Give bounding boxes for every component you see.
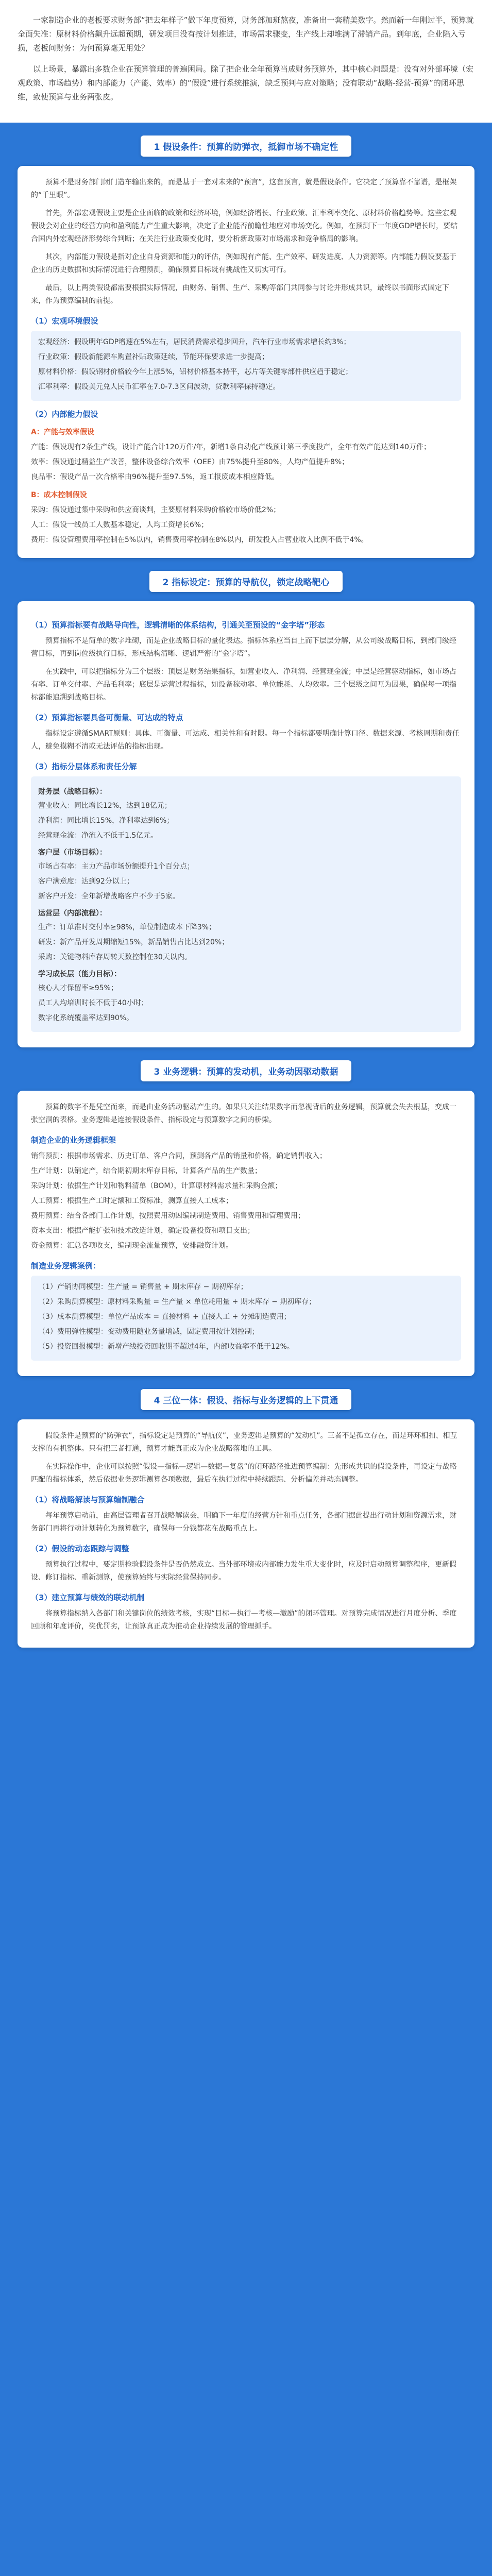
subsection-title: 制造业务逻辑案例： [31, 1261, 101, 1270]
section-integration [0, 1385, 492, 1648]
paragraph: 预算执行过程中，要定期检验假设条件是否仍然成立。当外部环境或内部能力发生重大变化时，应及时启动预算调整程序，更新假设、修订指标、重新测算，使预算始终与实际经营保持同步。 [31, 1561, 456, 1582]
subsection-title: （1）预算指标要有战略导向性，逻辑清晰的体系结构，引通关至预设的“金字塔”形态 [31, 620, 325, 630]
section-indicators [0, 567, 492, 1047]
paragraph: 将预算指标纳入各部门和关键岗位的绩效考核，实现“目标—执行—考核—激励”的闭环管理。对预算完成情况进行月度分析、季度回顾和年度评价，奖优罚劣，让预算真正成为推动企业持续发展的管理抓手。 [31, 1609, 457, 1631]
list-item: 资金预算：汇总各项收支，编制现金流量预算，安排融资计划。 [31, 1242, 233, 1250]
subsection-title: （1）将战略解读与预算编制融合 [31, 1495, 145, 1504]
section-assumptions [0, 132, 492, 558]
intro-section [0, 0, 492, 123]
list-item: 人工：假设一线员工人数基本稳定，人均工资增长6%； [31, 521, 209, 529]
paragraph: 其次，内部能力假设是指对企业自身资源和能力的评估，例如现有产能、生产效率、研发进度、人力资源等。内部能力假设要基于企业的历史数据和实际情况进行合理预测，确保预算目标既有挑战性又切实可行。 [31, 253, 456, 274]
list-item: 销售预测：根据市场需求、历史订单、客户合同，预测各产品的销量和价格，确定销售收入； [31, 1152, 327, 1160]
list-item: 费用预算：结合各部门工作计划，按照费用动因编制制造费用、销售费用和管理费用； [31, 1212, 305, 1220]
section-title: 3 业务逻辑：预算的发动机，业务动因驱动数据 [141, 1060, 352, 1081]
list-item: 经营现金流：净流入不低于1.5亿元。 [38, 832, 158, 840]
list-item: 宏观经济：假设明年GDP增速在5%左右，居民消费需求稳步回升，汽车行业市场需求增长约3%； [38, 338, 351, 346]
list-item: 汇率利率：假设美元兑人民币汇率在7.0-7.3区间波动，贷款利率保持稳定。 [38, 383, 280, 391]
content-card [18, 166, 474, 558]
subsection-title: （2）预算指标要具备可衡量、可达成的特点 [31, 713, 183, 722]
minor-title: A：产能与效率假设 [31, 428, 94, 436]
content-card [18, 1419, 474, 1648]
list-item: 费用：假设管理费用率控制在5%以内，销售费用率控制在8%以内，研发投入占营业收入比例不低于4%。 [31, 536, 368, 544]
group-head: 财务层（战略目标）： [38, 788, 107, 796]
intro-paragraph: 以上场景，暴露出多数企业在预算管理的普遍困局。除了把企业全年预算当成财务预算外，其中核心问题是：没有对外部环境（宏观政策、市场趋势）和内部能力（产能、效率）的“假设”进行系统推演，缺乏预判与应对策略；没有联动“战略-经营-预算”的闭环思维，致使预算与业务两张皮。 [18, 64, 474, 101]
content-card [18, 601, 474, 1047]
section-title: 4 三位一体：假设、指标与业务逻辑的上下贯通 [141, 1389, 352, 1410]
subsection-title: （3）指标分层体系和责任分解 [31, 762, 137, 771]
indicator-box [31, 776, 461, 1032]
list-item: （4）费用弹性模型：变动费用随业务量增减，固定费用按计划控制； [38, 1328, 259, 1336]
section-title: 1 假设条件：预算的防弹衣，抵御市场不确定性 [141, 135, 352, 157]
paragraph: 预算指标不是简单的数字堆砌，而是企业战略目标的量化表达。指标体系应当自上而下层层分解，从公司级战略目标，到部门级经营目标，再到岗位级执行目标，形成结构清晰、逻辑严密的“金字塔”。 [31, 637, 456, 658]
minor-title: B：成本控制假设 [31, 491, 87, 499]
paragraph: 指标设定遵循SMART原则：具体、可衡量、可达成、相关性和有时限。每一个指标都要明确计算口径、数据来源、考核周期和责任人，避免模糊不清或无法评估的指标出现。 [31, 730, 460, 751]
list-item: 核心人才保留率≥95%； [38, 984, 118, 992]
list-item: 员工人均培训时长不低于40小时； [38, 999, 148, 1007]
list-item: 采购：关键物料库存周转天数控制在30天以内。 [38, 953, 192, 961]
section-business-logic [0, 1057, 492, 1376]
list-item: 净利润：同比增长15%，净利率达到6%； [38, 817, 174, 825]
list-item: 效率：假设通过精益生产改善，整体设备综合效率（OEE）由75%提升至80%，人均产值提升8%； [31, 458, 349, 466]
list-item: 产能：假设现有2条生产线，设计产能合计120万件/年，新增1条自动化产线预计第三季度投产，全年有效产能达到140万件； [31, 443, 431, 451]
subsection-title: （2）假设的动态跟踪与调整 [31, 1544, 129, 1553]
subsection-title: （3）建立预算与绩效的联动机制 [31, 1593, 145, 1602]
list-item: 客户满意度：达到92分以上； [38, 877, 134, 886]
subsection-title: （1）宏观环境假设 [31, 316, 98, 326]
paragraph: 预算的数字不是凭空而来，而是由业务活动驱动产生的。如果只关注结果数字而忽视背后的业务逻辑，预算就会失去根基，变成一张空洞的表格。业务逻辑是连接假设条件、指标设定与预算数字之间的桥梁。 [31, 1103, 456, 1124]
list-item: 良品率：假设产品一次合格率由96%提升至97.5%，返工报废成本相应降低。 [31, 473, 279, 481]
list-item: （1）产销协同模型：生产量 = 销售量 + 期末库存 − 期初库存； [38, 1283, 248, 1291]
list-item: （5）投资回报模型：新增产线投资回收期不超过4年，内部收益率不低于12%。 [38, 1343, 294, 1351]
group-head: 运营层（内部流程）： [38, 909, 107, 918]
list-item: 营业收入：同比增长12%，达到18亿元； [38, 802, 172, 810]
list-item: 资本支出：根据产能扩张和技术改造计划，确定设备投资和项目支出； [31, 1227, 255, 1235]
case-box [31, 1276, 461, 1361]
list-item: （2）采购测算模型：原材料采购量 = 生产量 × 单位耗用量 + 期末库存 − 期初库存； [38, 1298, 316, 1306]
paragraph: 最后，以上两类假设都需要根据实际情况，由财务、销售、生产、采购等部门共同参与讨论并形成共识，最终以书面形式固定下来，作为预算编制的前提。 [31, 284, 449, 305]
list-item: 新客户开发：全年新增战略客户不少于5家。 [38, 892, 180, 901]
list-item: 研发：新产品开发周期缩短15%，新品销售占比达到20%； [38, 938, 229, 946]
subsection-title: （2）内部能力假设 [31, 410, 98, 419]
paragraph: 在实践中，可以把指标分为三个层级：顶层是财务结果指标，如营业收入、净利润、经营现金流；中层是经营驱动指标，如市场占有率、订单交付率、产品毛利率；底层是运营过程指标，如设备稼动率、单位能耗、人均效率。三个层级之间互为因果，确保每一项指标都能追溯到战略目标。 [31, 668, 456, 702]
list-item: 市场占有率：主力产品市场份额提升1个百分点； [38, 862, 194, 871]
intro-paragraph: 一家制造企业的老板要求财务部“把去年样子”做下年度预算，财务部加班熬夜，准备出一套精美数字。然而新一年刚过半，预算就全面失准：原材料价格飙升远超预期，研发项目没有按计划推进，市场需求骤变，生产线上却堆满了滞销产品。到年底，企业陷入亏损，老板问财务：为何预算毫无用处？ [18, 15, 474, 53]
highlight-box [31, 331, 461, 401]
paragraph: 首先，外部宏观假设主要是企业面临的政策和经济环境，例如经济增长、行业政策、汇率利率变化、原材料价格趋势等。这些宏观假设会对企业的经营方向和盈利能力产生重大影响，决定了企业能否前瞻性地应对市场变化。例如，在预测下一年度GDP增长时，要结合国内外宏观经济形势综合判断；在关注行业政策变化时，要分析新政策对市场需求和竞争格局的影响。 [31, 209, 458, 243]
paragraph: 预算不是财务部门闭门造车输出来的，而是基于一套对未来的“预言”，这套预言，就是假设条件。它决定了预算靠不靠谱，是框架的“千里眼”。 [31, 178, 457, 199]
list-item: 人工预算：根据生产工时定额和工资标准，测算直接人工成本； [31, 1197, 233, 1205]
list-item: 生产计划：以销定产，结合期初期末库存目标，计算各产品的生产数量； [31, 1167, 262, 1175]
group-head: 学习成长层（能力目标）： [38, 970, 121, 978]
paragraph: 假设条件是预算的“防弹衣”，指标设定是预算的“导航仪”，业务逻辑是预算的“发动机”。三者不是孤立存在，而是环环相扣、相互支撑的有机整体。只有把三者打通，预算才能真正成为企业战略落地的工具。 [31, 1432, 457, 1453]
paragraph: 每年预算启动前，由高层管理者召开战略解读会，明确下一年度的经营方针和重点任务，各部门据此提出行动计划和资源需求，财务部门再将行动计划转化为预算数字，确保每一分钱都花在战略重点上。 [31, 1512, 456, 1533]
list-item: 数字化系统覆盖率达到90%。 [38, 1014, 134, 1022]
subsection-title: 制造企业的业务逻辑框架 [31, 1136, 116, 1145]
list-item: 行业政策：假设新能源车购置补贴政策延续，节能环保要求进一步提高； [38, 353, 269, 361]
list-item: 生产：订单准时交付率≥98%，单位制造成本下降3%； [38, 923, 216, 931]
list-item: （3）成本测算模型：单位产品成本 = 直接材料 + 直接人工 + 分摊制造费用； [38, 1313, 291, 1321]
content-card [18, 1091, 474, 1376]
list-item: 原材料价格：假设钢材价格较今年上涨5%，铝材价格基本持平，芯片等关键零部件供应趋于稳定； [38, 368, 353, 376]
paragraph: 在实际操作中，企业可以按照“假设—指标—逻辑—数据—复盘”的闭环路径推进预算编制：先形成共识的假设条件，再设定与战略匹配的指标体系，然后依据业务逻辑测算各项数据，最后在执行过程中持续跟踪、分析偏差并动态调整。 [31, 1463, 457, 1484]
list-item: 采购：假设通过集中采购和供应商谈判，主要原材料采购价格较市场价低2%； [31, 506, 281, 514]
list-item: 采购计划：依据生产计划和物料清单（BOM），计算原材料需求量和采购金额； [31, 1182, 282, 1190]
section-title: 2 指标设定：预算的导航仪，锁定战略靶心 [149, 571, 343, 592]
group-head: 客户层（市场目标）： [38, 849, 107, 857]
